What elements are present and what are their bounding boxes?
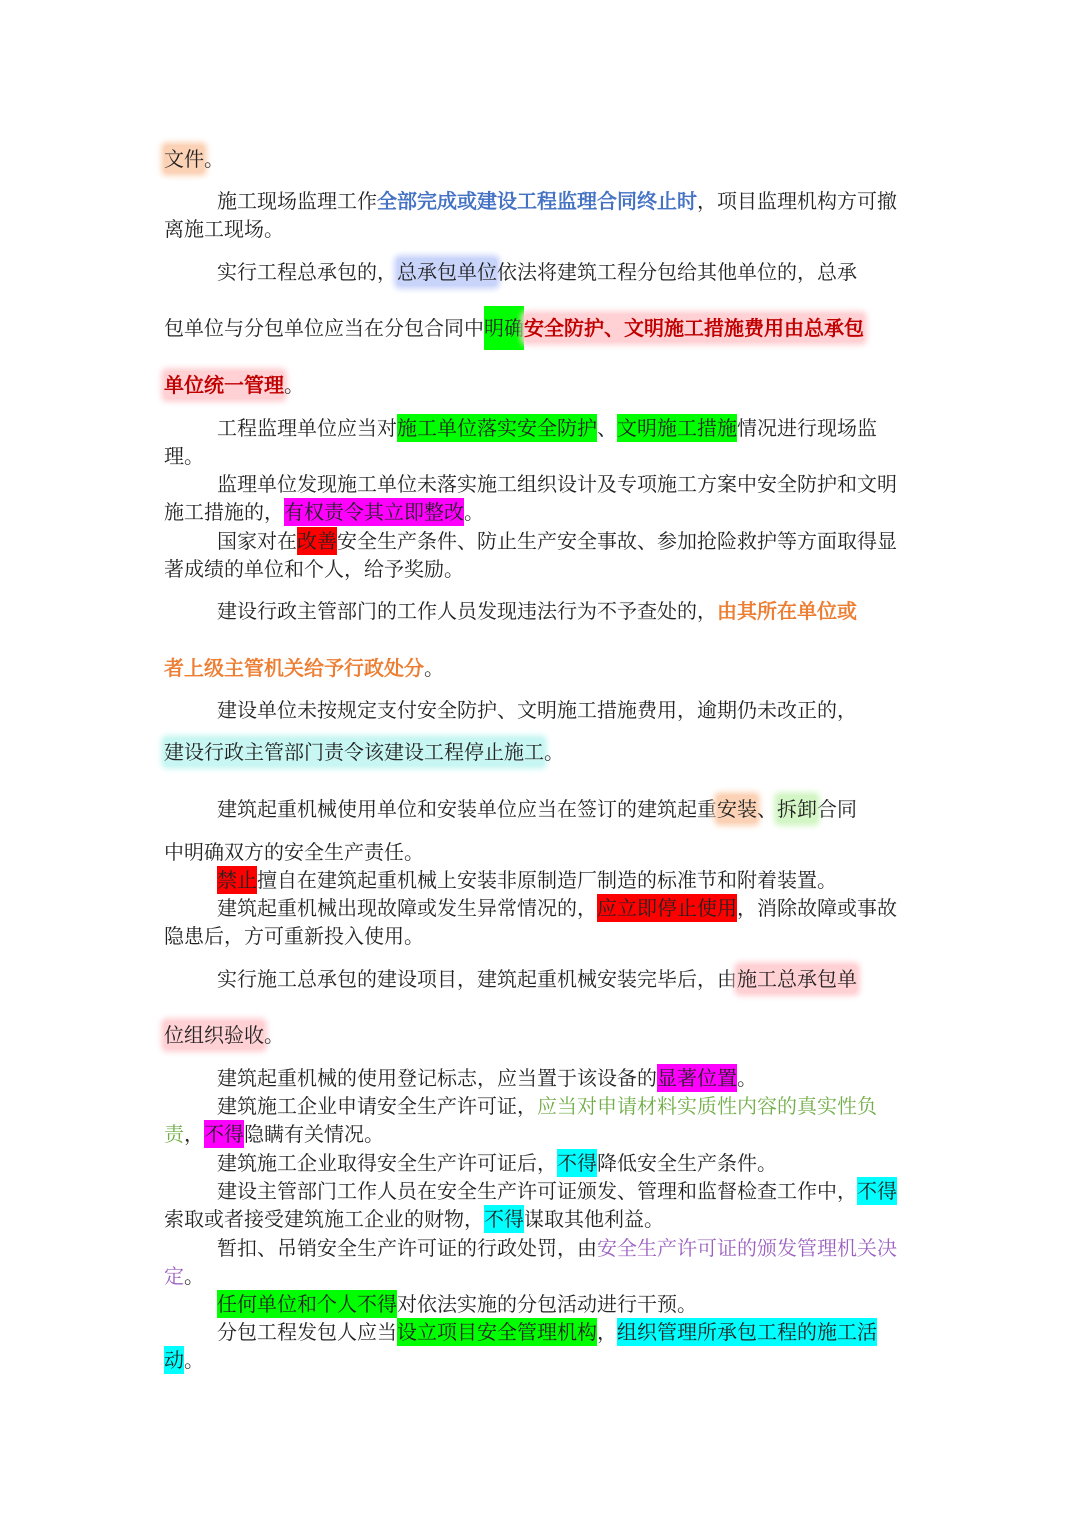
text: 依法将建筑工程分包给其他单位的，总承 xyxy=(497,260,857,284)
text: 建设单位未按规定支付安全防护、文明施工措施费用，逾期仍未改正的， xyxy=(217,698,857,722)
emphasis: 者上级主管机关给予行政处分 xyxy=(164,656,424,680)
paragraph-3 xyxy=(164,258,914,286)
colored-text: 安全生产许可证的颁发管理机关决定 xyxy=(164,1236,897,1288)
text: 降低安全生产条件。 xyxy=(597,1151,777,1175)
text: 隐瞒有关情况。 xyxy=(244,1122,384,1146)
paragraph-23 xyxy=(164,1234,914,1290)
text: 建筑施工企业取得安全生产许可证后， xyxy=(217,1151,557,1175)
text: 索取或者接受建筑施工企业的财物， xyxy=(164,1207,484,1231)
highlight: 安装 xyxy=(717,797,757,821)
text: 工程监理单位应当对 xyxy=(217,416,397,440)
text: 施工现场监理工作 xyxy=(217,189,377,213)
paragraph-19 xyxy=(164,1064,914,1092)
highlight: 组织管理所承包工程的施工活动 xyxy=(164,1320,877,1372)
highlight: 拆卸 xyxy=(777,797,817,821)
paragraph-2 xyxy=(164,187,914,243)
text: 建设行政主管部门的工作人员发现违法行为不予查处的， xyxy=(217,599,717,623)
text: ，消除故障或事故隐患后，方可重新投入使用。 xyxy=(164,896,897,948)
paragraph-13 xyxy=(164,795,914,823)
paragraph-8 xyxy=(164,527,914,583)
highlight: 设立项目安全管理机构 xyxy=(397,1320,597,1344)
highlight: 建设行政主管部门责令该建设工程停止施工 xyxy=(164,740,544,764)
paragraph-10 xyxy=(164,654,914,682)
text: 情况进行现场监理。 xyxy=(164,416,877,468)
highlight: 施工总承包单 xyxy=(737,967,857,991)
text: 对依法实施的分包活动进行干预。 xyxy=(397,1292,697,1316)
highlight: 有权责令其立即整改 xyxy=(284,500,464,524)
highlight: 文件 xyxy=(164,147,204,171)
paragraph-20 xyxy=(164,1092,914,1148)
highlight: 改善 xyxy=(297,529,337,553)
paragraph-6 xyxy=(164,414,914,470)
paragraph-17 xyxy=(164,965,914,993)
text: 建筑施工企业申请安全生产许可证， xyxy=(217,1094,537,1118)
paragraph-5 xyxy=(164,371,914,399)
text: 建筑起重机械的使用登记标志，应当置于该设备的 xyxy=(217,1066,657,1090)
text: 包单位与分包单位应当在分包合同中 xyxy=(164,316,484,340)
highlight: 明确 xyxy=(484,306,524,350)
highlight: 不得 xyxy=(484,1207,524,1231)
text: 谋取其他利益。 xyxy=(524,1207,664,1231)
highlight: 文明施工措施 xyxy=(617,416,737,440)
highlight: 显著位置 xyxy=(657,1066,737,1090)
text: 、 xyxy=(597,416,617,440)
paragraph-11 xyxy=(164,696,914,724)
paragraph-18 xyxy=(164,1021,914,1049)
paragraph-24 xyxy=(164,1290,914,1318)
text: 分包工程发包人应当 xyxy=(217,1320,397,1344)
highlight: 应立即停止使用 xyxy=(597,896,737,920)
paragraph-22 xyxy=(164,1177,914,1233)
text: 。 xyxy=(184,1264,204,1288)
text: 国家对在 xyxy=(217,529,297,553)
text: 暂扣、吊销安全生产许可证的行政处罚，由 xyxy=(217,1236,597,1260)
text: 安全生产条件、防止生产安全事故、参加抢险救护等方面取得显著成绩的单位和个人，给予奖励。 xyxy=(164,529,897,581)
text: 建筑起重机械出现故障或发生异常情况的， xyxy=(217,896,597,920)
highlight: 任何单位和个人不得 xyxy=(217,1292,397,1316)
text: 建设主管部门工作人员在安全生产许可证颁发、管理和监督检查工作中， xyxy=(217,1179,857,1203)
highlight: 禁止 xyxy=(217,868,257,892)
paragraph-14 xyxy=(164,838,914,866)
emphasis: 全部完成或建设工程监理合同终止时 xyxy=(377,189,697,213)
text: 。 xyxy=(424,656,444,680)
text: ，项目监理机构方可撤离施工现场。 xyxy=(164,189,897,241)
text: 实行工程总承包的， xyxy=(217,260,397,284)
text: 建筑起重机械使用单位和安装单位应当在签订的建筑起重 xyxy=(217,797,717,821)
text: 合同 xyxy=(817,797,857,821)
text: 。 xyxy=(184,1348,204,1372)
text: 实行施工总承包的建设项目，建筑起重机械安装完毕后，由 xyxy=(217,967,737,991)
paragraph-9 xyxy=(164,597,914,625)
text: 。 xyxy=(264,1023,284,1047)
text: 中明确双方的安全生产责任。 xyxy=(164,840,424,864)
paragraph-1 xyxy=(164,145,914,173)
highlight: 不得 xyxy=(204,1122,244,1146)
paragraph-7 xyxy=(164,470,914,526)
highlight: 单位统一管理 xyxy=(164,373,284,397)
highlight: 安全防护、文明施工措施费用由总承包 xyxy=(524,316,864,340)
highlight: 施工单位落实安全防护 xyxy=(397,416,597,440)
text: 监理单位发现施工单位未落实施工组织设计及专项施工方案中安全防护和文明施工措施的， xyxy=(164,472,897,524)
paragraph-21 xyxy=(164,1149,914,1177)
highlight: 总承包单位 xyxy=(397,260,497,284)
text: 。 xyxy=(737,1066,757,1090)
paragraph-16 xyxy=(164,894,914,950)
highlight: 不得 xyxy=(557,1151,597,1175)
paragraph-4 xyxy=(164,314,914,342)
paragraph-15 xyxy=(164,866,914,894)
text: ， xyxy=(184,1122,204,1146)
text: 擅自在建筑起重机械上安装非原制造厂制造的标准节和附着装置。 xyxy=(257,868,837,892)
emphasis: 由其所在单位或 xyxy=(717,599,857,623)
highlight: 不得 xyxy=(857,1179,897,1203)
text: 。 xyxy=(544,740,564,764)
text: ， xyxy=(597,1320,617,1344)
colored-text: 应当对申请材料实质性内容的真实性负责 xyxy=(164,1094,877,1146)
text: 。 xyxy=(284,373,304,397)
text: 。 xyxy=(204,147,224,171)
paragraph-12 xyxy=(164,738,914,766)
highlight: 位组织验收 xyxy=(164,1023,264,1047)
text: 。 xyxy=(464,500,484,524)
text: 、 xyxy=(757,797,777,821)
paragraph-25 xyxy=(164,1318,914,1374)
